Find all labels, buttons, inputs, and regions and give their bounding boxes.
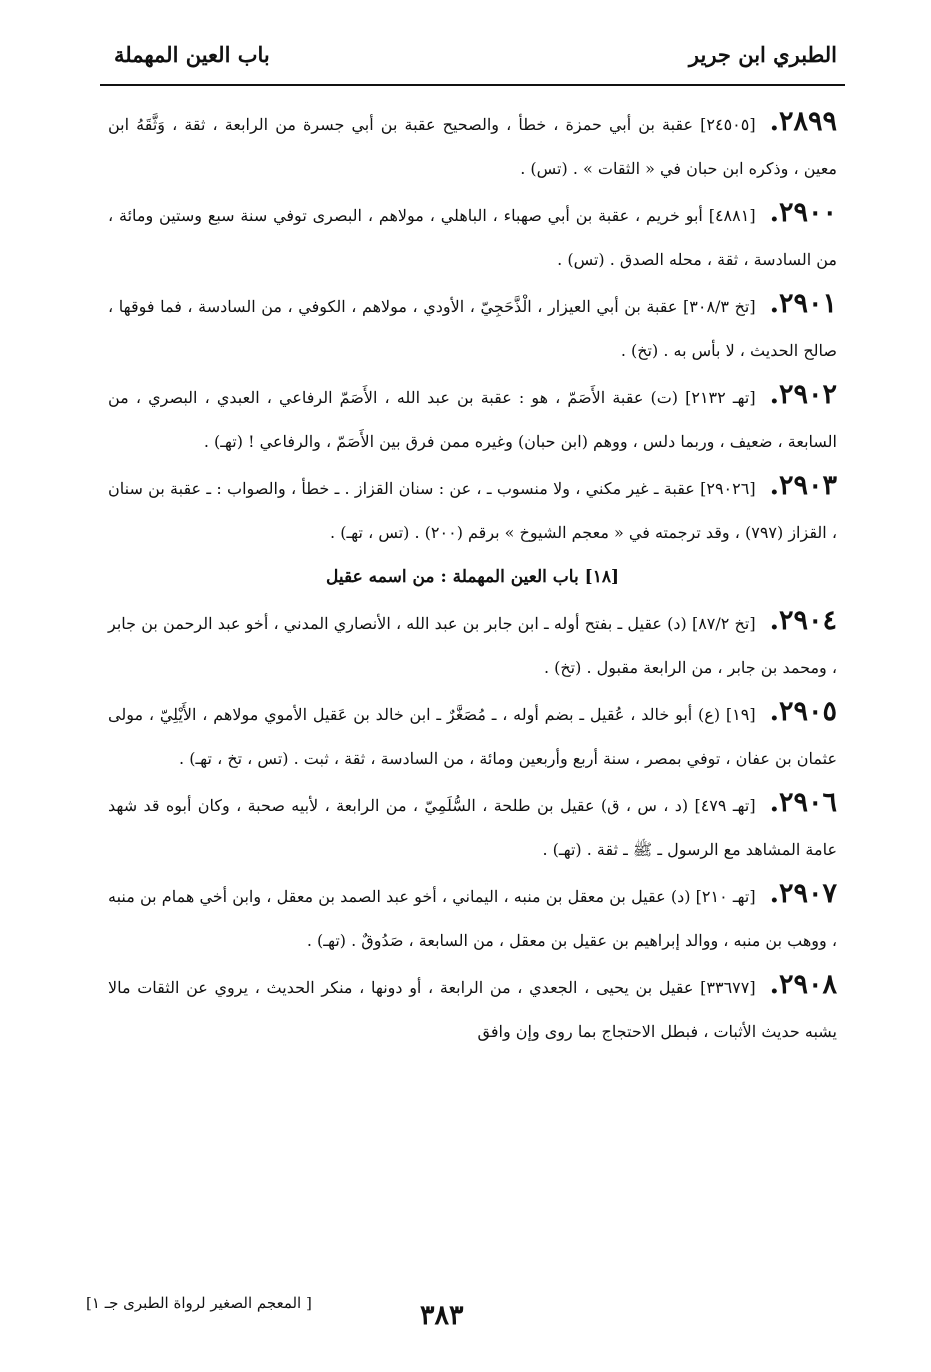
- entry-number: ٢٨٩٩.: [769, 106, 838, 137]
- entry-text: [٣٣٦٧٧] عقيل بن يحيى ، الجعدي ، من الرابعة ، أو دونها ، منكر الحديث ، يروي عن الثقات مالا يشبه حديث الأثبات ، فبطل الاحتجاج بما روى وإن وافق: [108, 978, 837, 1041]
- entry-number: ٢٩٠٥.: [769, 696, 838, 727]
- entry-2907: [108, 872, 837, 963]
- running-header-author: الطبري ابن جرير: [688, 42, 837, 67]
- entry-text: [تخ ٨٧/٢] (د) عقيل ـ بفتح أوله ـ ابن جابر بن عبد الله ، الأنصاري المدني ، أخو عبد الرحمن بن جابر ، ومحمد بن جابر ، من الرابعة مقبول . (تخ) .: [108, 614, 837, 677]
- entry-2903: [108, 464, 837, 555]
- header-rule: [100, 84, 845, 86]
- entry-number: ٢٩٠٦.: [769, 787, 838, 818]
- entry-text: [تهـ ٤٧٩] (د ، س ، ق) عقيل بن طلحة ، السُّلَمِيّ ، من الرابعة ، لأبيه صحبة ، وكان أبوه قد شهد عامة المشاهد مع الرسول ـ ﷺ ـ ثقة . (تهـ) .: [108, 796, 837, 859]
- entry-2899: [108, 100, 837, 191]
- entry-2901: [108, 282, 837, 373]
- entry-number: ٢٩٠٨.: [769, 969, 838, 1000]
- running-header-chapter: باب العين المهملة: [114, 42, 270, 67]
- footer-book-reference: [ المعجم الصغير لرواة الطبرى جـ ١]: [86, 1294, 312, 1312]
- entry-2906: [108, 781, 837, 872]
- chapter-heading: [١٨] باب العين المهملة : من اسمه عقيل: [326, 567, 619, 587]
- entry-text: [٤٨٨١] أبو خريم ، عقبة بن أبي صهباء ، الباهلي ، مولاهم ، البصرى توفي سنة سبع وستين ومائة ، من السادسة ، ثقة ، محله الصدق . (تس) .: [108, 206, 837, 269]
- entry-text: [تهـ ٢١٣٢] (ت) عقبة الأَصَمّ ، هو : عقبة بن عبد الله ، الأَصَمّ الرفاعي ، العبدي ، البصري ، من السابعة ، ضعيف ، وربما دلس ، ووهم (ابن حبان) وغيره ممن فرق بين الأَصَمّ ، والرفاعي ! (تهـ) .: [108, 388, 837, 451]
- entry-2904: [108, 599, 837, 690]
- entry-2908: [108, 963, 837, 1054]
- entry-text: [٢٩٠٢٦] عقبة ـ غير مكني ، ولا منسوب ـ ، عن : سنان القزاز . ـ خطأ ، والصواب : ـ عقبة بن سنان ، القزاز (٧٩٧) ، وقد ترجمته في « معجم الشيوخ » برقم (٢٠٠) . (تس ، تهـ) .: [108, 479, 837, 542]
- entry-text: [٢٤٥٠٥] عقبة بن أبي حمزة ، خطأ ، والصحيح عقبة بن أبي جسرة من الرابعة ، ثقة ، وَثَّقَهُ ابن معين ، وذكره ابن حبان في « الثقات » . (تس) .: [108, 115, 837, 178]
- entry-number: ٢٩٠١.: [769, 288, 838, 319]
- page-number: ٣٨٣: [420, 1300, 464, 1331]
- entry-2900: [108, 191, 837, 282]
- entry-text: [١٩] (ع) أبو خالد ، عُقيل ـ بضم أوله ، ـ مُصَغَّرٌ ـ ابن خالد بن عَقيل الأموي مولاهم ، الأَيْلِيّ ، مولى عثمان بن عفان ، توفي بمصر ، سنة أربع وأربعين ومائة ، من السادسة ، ثقة ، ثبت . (تس ، تخ ، تهـ) .: [108, 705, 837, 768]
- entry-2902: [108, 373, 837, 464]
- entry-number: ٢٩٠٧.: [769, 878, 838, 909]
- entry-text: [تهـ ٢١٠] (د) عقيل بن معقل بن منبه ، اليماني ، أخو عبد الصمد بن معقل ، وابن أخي همام بن منبه ، ووهب بن منبه ، ووالد إبراهيم بن عقيل بن معقل ، من السابعة ، صَدُوقٌ . (تهـ) .: [108, 887, 837, 950]
- entry-2905: [108, 690, 837, 781]
- entry-text: [تخ ٣٠٨/٣] عقبة بن أبي العيزار ، الْذَّحَجِيّ ، الأودي ، مولاهم ، الكوفي ، من السادسة ، فما فوقها ، صالح الحديث ، لا بأس به . (تخ) .: [108, 297, 837, 360]
- entry-number: ٢٩٠٠.: [769, 197, 837, 228]
- entry-number: ٢٩٠٣.: [769, 470, 837, 501]
- entry-number: ٢٩٠٢.: [769, 379, 838, 410]
- entry-number: ٢٩٠٤.: [769, 605, 838, 636]
- entries-body: [108, 100, 837, 1054]
